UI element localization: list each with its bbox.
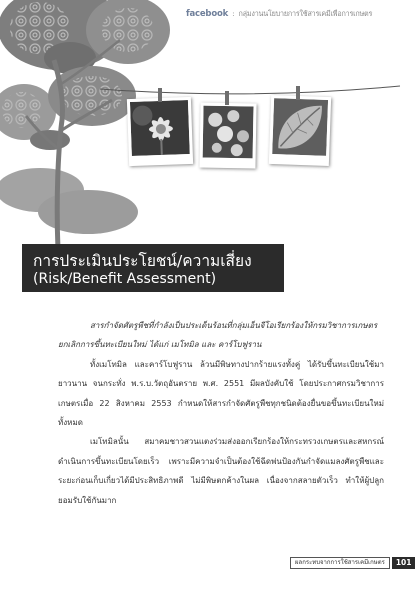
title-band: [22, 244, 284, 292]
page-title: การประเมินประโยชน์/ความเสี่ยง: [33, 252, 252, 270]
page-title-english: (Risk/Benefit Assessment): [33, 271, 217, 287]
facebook-group-name: กลุ่มงานนโยบายการใช้สารเคมีเพื่อการเกษตร: [238, 9, 373, 18]
clothespin-icon: [296, 86, 300, 100]
page-number: 101: [392, 557, 416, 569]
body-paragraph-2: เมโทมิลนั้น สมาคมชาวสวนแตงร่วมส่งออกเรียกร้องให้กระทรวงเกษตรและสหกรณ์ ดำเนินการขึ้นทะเบียนโดยเร็ว เพราะมีความจำเป็นต้องใช้ฉีดพ่นป้องกันกำจัดแมลงศัตรูพืชและระยะก่อนเก็บเกี่ยวได้มีประสิทธิภาพดี ไม่มีพิษตกค้างในผล เนื่องจากสลายตัวเร็ว ทำให้ผู้ปลูกยอมรับใช้กันมาก: [58, 437, 384, 505]
page-footer: [290, 557, 415, 569]
body-paragraph-1: ทั้งเมโทมิล และคาร์โบฟูราน ล้วนมีพิษทางปากร้ายแรงทั้งคู่ ได้รับขึ้นทะเบียนใช้มายาวนาน จนกระทั่ง พ.ร.บ.วัตถุอันตราย พ.ศ. 2551 มีผลบังคับใช้ โดยประกาศกรมวิชาการเกษตรเมื่อ 22 สิงหาคม 2553 กำหนดให้สารกำจัดศัตรูพืชทุกชนิดต้องยื่นขอขึ้นทะเบียนใหม่ทั้งหมด: [58, 359, 384, 428]
section-label: ผลกระทบจากการใช้สารเคมีเกษตร: [290, 557, 390, 569]
intro-paragraph: สารกำจัดศัตรูพืชที่กำลังเป็นประเด็นร้อนที่กลุ่มเอ็นจีโอเรียกร้องให้กรมวิชาการเกษตร ยกเลิกการขึ้นทะเบียนใหม่ ได้แก่ เมโทมิล และ คาร์โบฟูราน: [58, 321, 378, 350]
clothespins: [0, 0, 420, 120]
article-body: [58, 316, 384, 510]
clothespin-icon: [225, 91, 229, 105]
facebook-brand: facebook: [186, 9, 229, 19]
clothespin-icon: [158, 88, 162, 102]
header-separator: :: [232, 9, 235, 18]
